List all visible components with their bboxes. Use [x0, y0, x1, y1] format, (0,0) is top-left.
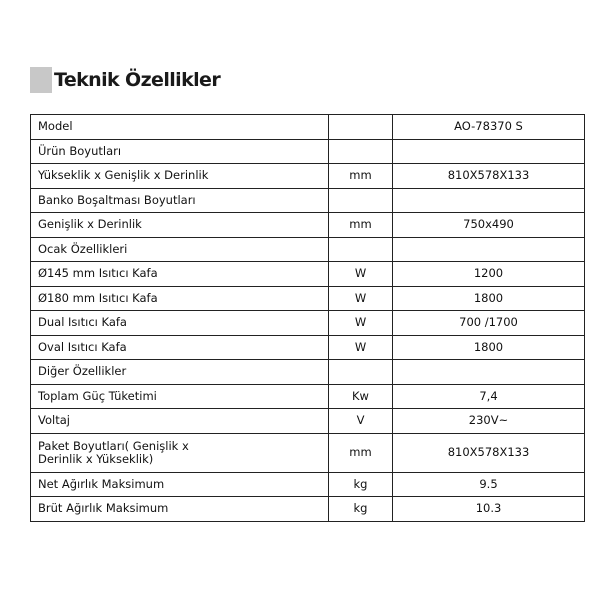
- spec-value: [393, 360, 585, 385]
- spec-value: 1800: [393, 286, 585, 311]
- spec-unit: kg: [329, 472, 393, 497]
- spec-value: 230V~: [393, 409, 585, 434]
- spec-row: [31, 409, 585, 434]
- spec-label: Paket Boyutları( Genişlik x Derinlik x Yükseklik): [31, 433, 329, 472]
- spec-label: Banko Boşaltması Boyutları: [31, 188, 329, 213]
- section-heading: [30, 66, 220, 94]
- spec-value: 10.3: [393, 497, 585, 522]
- spec-value: 1200: [393, 262, 585, 287]
- spec-label: Diğer Özellikler: [31, 360, 329, 385]
- spec-row: [31, 311, 585, 336]
- spec-value: AO-78370 S: [393, 115, 585, 140]
- spec-label: Brüt Ağırlık Maksimum: [31, 497, 329, 522]
- spec-unit: [329, 115, 393, 140]
- spec-label: Yükseklik x Genişlik x Derinlik: [31, 164, 329, 189]
- spec-value: 1800: [393, 335, 585, 360]
- spec-label: Net Ağırlık Maksimum: [31, 472, 329, 497]
- spec-value: 750x490: [393, 213, 585, 238]
- spec-row: [31, 286, 585, 311]
- spec-row: [31, 262, 585, 287]
- spec-value: 810X578X133: [393, 164, 585, 189]
- spec-row: [31, 237, 585, 262]
- spec-label: Ø180 mm Isıtıcı Kafa: [31, 286, 329, 311]
- spec-row: [31, 188, 585, 213]
- spec-unit: W: [329, 262, 393, 287]
- spec-label: Ocak Özellikleri: [31, 237, 329, 262]
- spec-unit: [329, 188, 393, 213]
- spec-row: [31, 115, 585, 140]
- spec-label: Ürün Boyutları: [31, 139, 329, 164]
- spec-label: Model: [31, 115, 329, 140]
- section-title: Teknik Özellikler: [54, 69, 221, 91]
- spec-row: [31, 497, 585, 522]
- spec-unit: [329, 139, 393, 164]
- spec-label: Toplam Güç Tüketimi: [31, 384, 329, 409]
- spec-value: 700 /1700: [393, 311, 585, 336]
- heading-marker: [30, 67, 52, 93]
- spec-row: [31, 384, 585, 409]
- spec-unit: mm: [329, 433, 393, 472]
- spec-label: Oval Isıtıcı Kafa: [31, 335, 329, 360]
- spec-label: Ø145 mm Isıtıcı Kafa: [31, 262, 329, 287]
- spec-row: [31, 335, 585, 360]
- spec-unit: mm: [329, 164, 393, 189]
- spec-value: 810X578X133: [393, 433, 585, 472]
- spec-unit: [329, 360, 393, 385]
- spec-row: [31, 360, 585, 385]
- spec-row: [31, 433, 585, 472]
- spec-unit: W: [329, 286, 393, 311]
- spec-row: [31, 213, 585, 238]
- spec-unit: [329, 237, 393, 262]
- spec-unit: Kw: [329, 384, 393, 409]
- spec-label: Dual Isıtıcı Kafa: [31, 311, 329, 336]
- spec-value: 9.5: [393, 472, 585, 497]
- spec-row: [31, 139, 585, 164]
- spec-table: [30, 114, 585, 522]
- spec-value: [393, 139, 585, 164]
- spec-value: [393, 237, 585, 262]
- spec-unit: mm: [329, 213, 393, 238]
- spec-row: [31, 164, 585, 189]
- spec-unit: V: [329, 409, 393, 434]
- spec-value: 7,4: [393, 384, 585, 409]
- spec-row: [31, 472, 585, 497]
- spec-unit: kg: [329, 497, 393, 522]
- spec-label: Genişlik x Derinlik: [31, 213, 329, 238]
- spec-unit: W: [329, 335, 393, 360]
- spec-label: Voltaj: [31, 409, 329, 434]
- spec-value: [393, 188, 585, 213]
- spec-unit: W: [329, 311, 393, 336]
- spec-table-body: [31, 115, 585, 522]
